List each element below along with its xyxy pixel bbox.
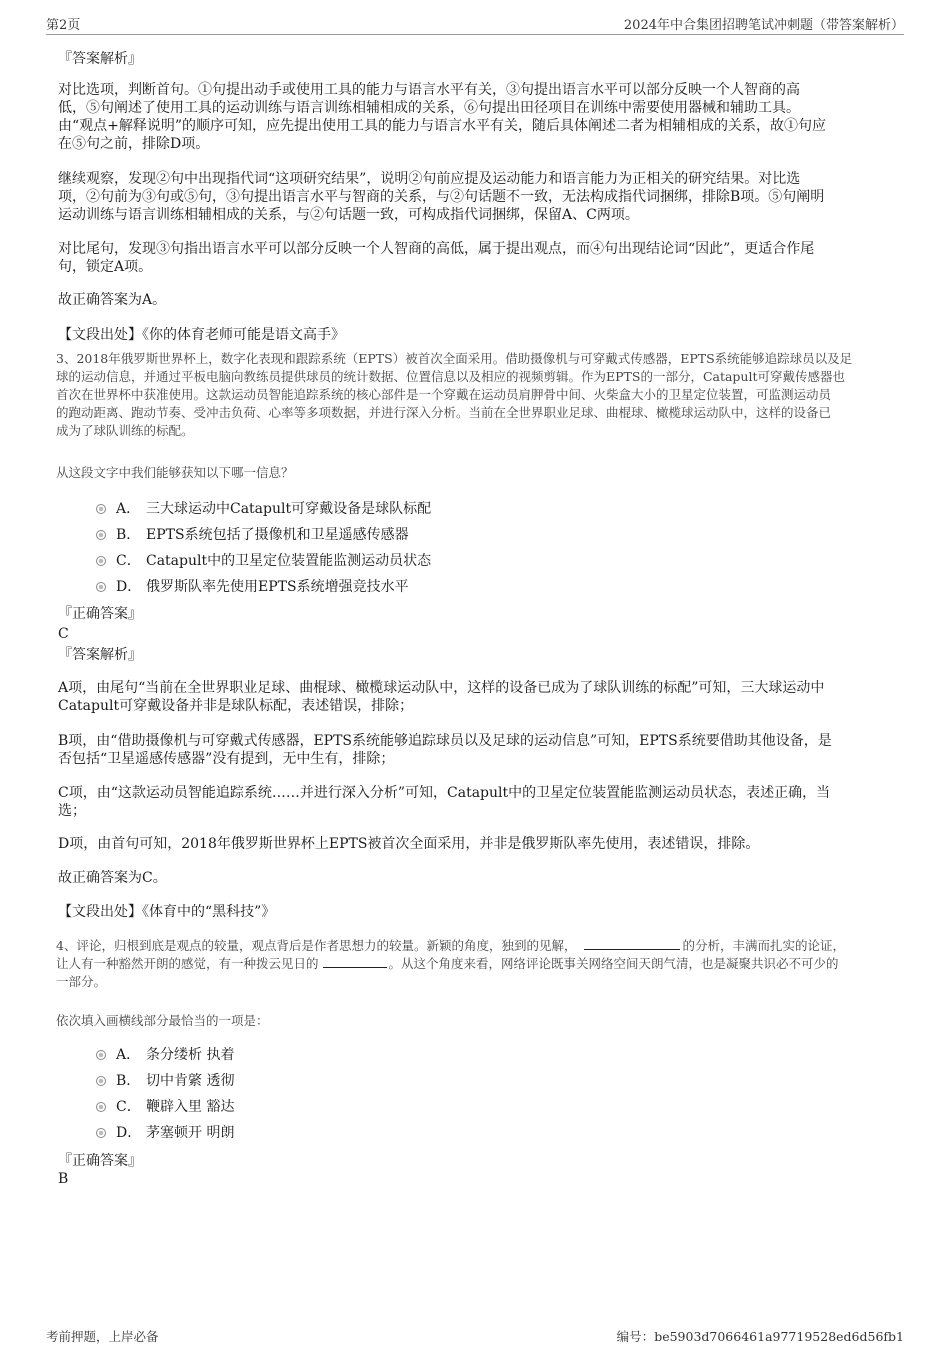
text-line: 的跑动距离、跑动节奏、受冲击负荷、心率等多项数据，并进行深入分析。当前在全世界职业足球、曲棍球、橄榄球运动队中，这样的设备已	[56, 405, 832, 420]
analysis-heading: 『答案解析』	[58, 51, 142, 67]
question-3-prompt: 从这段文字中我们能够获知以下哪一信息？	[56, 465, 294, 480]
text-line: 否包括“卫星遥感传感器”没有提到，无中生有，排除；	[58, 751, 395, 767]
radio-icon[interactable]	[96, 1102, 106, 1112]
text-segment: 。从这个角度来看，网络评论既事关网络空间天朗气清，也是凝聚共识必不可少的	[388, 956, 839, 971]
option-c[interactable]	[96, 552, 431, 570]
question-4-text	[56, 937, 906, 991]
analysis-paragraph	[58, 81, 898, 153]
text-line: 3、2018年俄罗斯世界杯上，数字化表现和跟踪系统（EPTS）被首次全面采用。借助摄像机与可穿戴式传感器，EPTS系统能够追踪球员以及足	[56, 351, 853, 366]
radio-icon[interactable]	[96, 530, 106, 540]
analysis-option-c	[58, 784, 898, 820]
radio-icon[interactable]	[96, 1128, 106, 1138]
option-letter: D．	[116, 579, 142, 595]
source-citation: 【文段出处】《你的体育老师可能是语文高手》	[58, 327, 345, 343]
option-letter: B．	[116, 1073, 141, 1089]
correct-answer-heading: 『正确答案』	[58, 1153, 142, 1169]
option-text: 三大球运动中Catapult可穿戴设备是球队标配	[146, 501, 432, 517]
option-text: 俄罗斯队率先使用EPTS系统增强竞技水平	[146, 579, 409, 595]
page-number: 第2页	[46, 18, 81, 33]
text-line: 球的运动信息，并通过平板电脑向教练员提供球员的统计数据、位置信息以及相应的视频剪辑。作为EPTS的一部分，Catapult可穿戴传感器也	[56, 369, 846, 384]
correct-answer-heading: 『正确答案』	[58, 606, 142, 622]
option-letter: C．	[116, 553, 141, 569]
option-letter: C．	[116, 1099, 141, 1115]
text-line: 对比选项，判断首句。①句提出动手或使用工具的能力与语言水平有关，③句提出语言水平可以部分反映一个人智商的高	[58, 82, 800, 98]
option-d[interactable]	[96, 578, 409, 596]
option-letter: D．	[116, 1125, 142, 1141]
text-line	[56, 955, 906, 973]
analysis-heading: 『答案解析』	[58, 647, 142, 663]
option-text: 条分缕析 执着	[146, 1047, 235, 1063]
option-letter: A．	[116, 501, 141, 517]
code-label: 编号：	[616, 1329, 655, 1344]
text-line: 一部分。	[56, 974, 107, 989]
option-a[interactable]	[96, 500, 431, 518]
analysis-option-a	[58, 679, 898, 715]
option-letter: A．	[116, 1047, 141, 1063]
option-text: 茅塞顿开 明朗	[146, 1125, 235, 1141]
radio-icon[interactable]	[96, 556, 106, 566]
text-line: 对比尾句，发现③句指出语言水平可以部分反映一个人智商的高低，属于提出观点，而④句出现结论词“因此”，更适合作尾	[58, 241, 815, 257]
text-line: 首次在世界杯中获准使用。这款运动员智能追踪系统的核心部件是一个穿戴在运动员肩胛骨中间、火柴盒大小的卫星定位装置，可监测运动员	[56, 387, 832, 402]
analysis-option-b	[58, 732, 898, 768]
option-b[interactable]	[96, 1072, 234, 1090]
page-header	[46, 14, 904, 35]
text-line: 由“观点+解释说明”的顺序可知，应先提出使用工具的能力与语言水平有关，随后具体阐述二者为相辅相成的关系，故①句应	[58, 118, 827, 134]
question-3-text	[56, 350, 906, 440]
radio-icon[interactable]	[96, 582, 106, 592]
text-line: 句，锁定A项。	[58, 259, 153, 275]
analysis-paragraph	[58, 240, 898, 276]
question-4-prompt: 依次填入画横线部分最恰当的一项是：	[56, 1013, 269, 1028]
text-line: C项，由“这款运动员智能追踪系统……并进行深入分析”可知，Catapult中的卫星定位装置能监测运动员状态，表述正确，当	[58, 785, 831, 801]
text-line	[56, 937, 906, 955]
analysis-paragraph	[58, 170, 898, 224]
text-line: A项，由尾句“当前在全世界职业足球、曲棍球、橄榄球运动队中，这样的设备已成为了球队训练的标配”可知，三大球运动中	[58, 680, 825, 696]
radio-icon[interactable]	[96, 1050, 106, 1060]
text-line: 继续观察，发现②句中出现指代词“这项研究结果”，说明②句前应提及运动能力和语言能力为正相关的研究结果。对比选	[58, 171, 801, 187]
radio-icon[interactable]	[96, 1076, 106, 1086]
text-line: B项，由“借助摄像机与可穿戴式传感器，EPTS系统能够追踪球员以及足球的运动信息”可知，EPTS系统要借助其他设备，是	[58, 733, 832, 749]
text-line: 低，⑤句阐述了使用工具的运动训练与语言训练相辅相成的关系，⑥句提出田径项目在训练中需要使用器械和辅助工具。	[58, 100, 800, 116]
footer-slogan: 考前押题，上岸必备	[46, 1329, 159, 1344]
fill-blank-1	[584, 937, 680, 950]
source-citation: 【文段出处】《体育中的“黑科技”》	[58, 904, 276, 920]
option-d[interactable]	[96, 1124, 234, 1142]
correct-answer: C	[58, 626, 69, 642]
code-value: be5903d7066461a97719528ed6d56fb1	[654, 1329, 904, 1344]
text-line: 成为了球队训练的标配。	[56, 423, 194, 438]
option-text: Catapult中的卫星定位装置能监测运动员状态	[146, 553, 432, 569]
option-b[interactable]	[96, 526, 409, 544]
answer-conclusion: 故正确答案为A。	[58, 292, 167, 308]
document-title: 2024年中合集团招聘笔试冲刺题（带答案解析）	[623, 18, 904, 33]
analysis-option-d: D项，由首句可知，2018年俄罗斯世界杯上EPTS被首次全面采用，并非是俄罗斯队率先使用，表述错误，排除。	[58, 836, 760, 852]
radio-icon[interactable]	[96, 504, 106, 514]
option-c[interactable]	[96, 1098, 234, 1116]
fill-blank-2	[323, 955, 387, 968]
text-line: 选；	[58, 803, 86, 819]
text-segment: 让人有一种豁然开朗的感觉，有一种拨云见日的	[56, 956, 319, 971]
text-line: 运动训练与语言训练相辅相成的关系，与②句话题一致，可构成指代词捆绑，保留A、C两项。	[58, 207, 639, 223]
option-a[interactable]	[96, 1046, 234, 1064]
option-letter: B．	[116, 527, 141, 543]
text-line: 项，②句前为③句或⑤句，③句提出语言水平与智商的关系，与②句话题不一致，无法构成指代词捆绑，排除B项。⑤句阐明	[58, 189, 825, 205]
text-segment: 的分析，丰满而扎实的论证，	[682, 938, 845, 953]
correct-answer: B	[58, 1171, 69, 1187]
option-text: EPTS系统包括了摄像机和卫星遥感传感器	[146, 527, 409, 543]
answer-conclusion: 故正确答案为C。	[58, 870, 167, 886]
text-line: 在⑤句之前，排除D项。	[58, 136, 210, 152]
text-line: Catapult可穿戴设备并非是球队标配，表述错误，排除；	[58, 698, 414, 714]
option-text: 鞭辟入里 豁达	[146, 1099, 235, 1115]
text-segment: 4、评论，归根到底是观点的较量，观点背后是作者思想力的较量。新颖的角度，独到的见解，	[56, 938, 577, 953]
option-text: 切中肯綮 透彻	[146, 1073, 235, 1089]
document-code	[617, 1327, 904, 1345]
